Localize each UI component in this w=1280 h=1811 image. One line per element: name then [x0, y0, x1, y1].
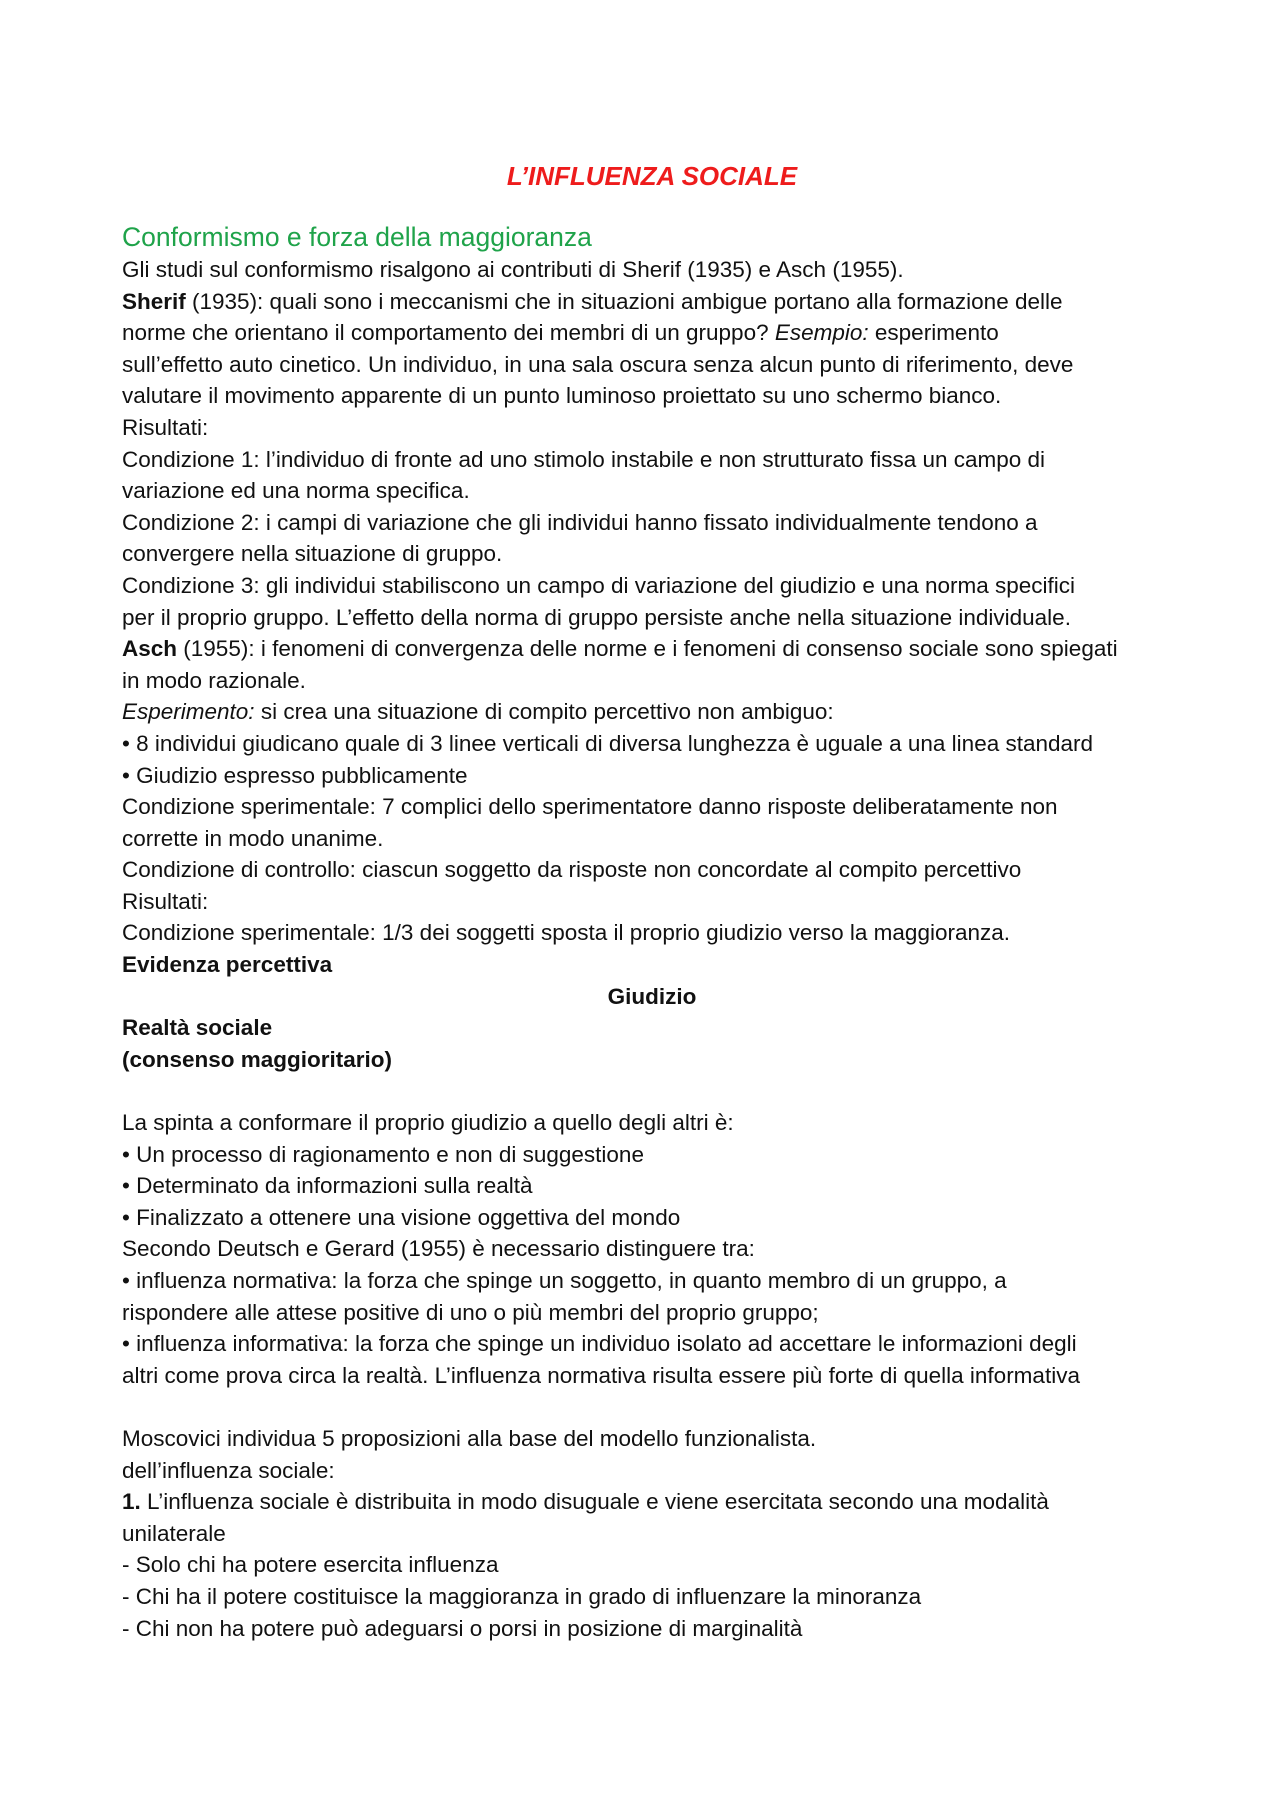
deutsch-normativa-2: rispondere alle attese positive di uno o più membri del proprio gruppo;: [122, 1299, 819, 1325]
esempio-label: Esempio:: [774, 320, 869, 346]
sherif-line-1: [122, 286, 1182, 318]
sherif-condizione-1b: variazione ed una norma specifica.: [122, 478, 470, 504]
diagram-realta: Realtà sociale: [122, 1015, 273, 1041]
sherif-risultati: Risultati:: [122, 414, 209, 440]
asch-text-1: (1955): i fenomeni di convergenza delle norme e i fenomeni di consenso sociale sono spiegati: [177, 636, 1118, 662]
document-title: L’INFLUENZA SOCIALE: [506, 161, 798, 191]
esperimento-text: si crea una situazione di compito percettivo non ambiguo:: [254, 699, 834, 725]
moscovici-proposition-1a: [122, 1486, 1182, 1518]
asch-condizione-sperimentale-2: corrette in modo unanime.: [122, 825, 384, 851]
sherif-line-2: [122, 317, 1182, 349]
moscovici-line-1: Moscovici individua 5 proposizioni alla base del modello funzionalista.: [122, 1425, 817, 1451]
spinta-bullet-1: • Un processo di ragionamento e non di suggestione: [122, 1141, 644, 1167]
proposition-number: 1.: [122, 1489, 141, 1515]
asch-bullet-1: • 8 individui giudicano quale di 3 linee verticali di diversa lunghezza è uguale a una linea standard: [122, 730, 1094, 756]
asch-esperimento: [122, 696, 1182, 728]
spinta-bullet-2: • Determinato da informazioni sulla realtà: [122, 1173, 533, 1199]
sherif-condizione-1a: Condizione 1: l’individuo di fronte ad uno stimolo instabile e non strutturato fissa un campo di: [122, 446, 1046, 472]
sherif-condizione-3a: Condizione 3: gli individui stabiliscono un campo di variazione del giudizio e una norma specifici: [122, 572, 1076, 598]
intro-paragraph: Gli studi sul conformismo risalgono ai contributi di Sherif (1935) e Asch (1955).: [122, 257, 904, 282]
moscovici-proposition-1b: unilaterale: [122, 1520, 226, 1546]
asch-bullet-2: • Giudizio espresso pubblicamente: [122, 762, 468, 788]
sherif-line-4: valutare il movimento apparente di un punto luminoso proiettato su uno schermo bianco.: [122, 383, 1002, 409]
moscovici-dash-1: - Solo chi ha potere esercita influenza: [122, 1552, 499, 1578]
asch-condizione-controllo: Condizione di controllo: ciascun soggetto da risposte non concordate al compito percettivo: [122, 857, 1022, 883]
sherif-line-3: sull’effetto auto cinetico. Un individuo, in una sala oscura senza alcun punto di riferimento, deve: [122, 351, 1074, 377]
deutsch-informativa-1: • influenza informativa: la forza che spinge un individuo isolato ad accettare le informazioni degli: [122, 1331, 1077, 1357]
deutsch-informativa-2: altri come prova circa la realtà. L’influenza normativa risulta essere più forte di quella informativa: [122, 1362, 1080, 1388]
deutsch-normativa-1: • influenza normativa: la forza che spinge un soggetto, in quanto membro di un gruppo, a: [122, 1268, 1007, 1293]
blank-line: [122, 1075, 1182, 1107]
moscovici-dash-2: - Chi ha il potere costituisce la maggioranza in grado di influenzare la minoranza: [122, 1583, 922, 1609]
asch-line-2: in modo razionale.: [122, 667, 306, 693]
asch-name: Asch: [122, 636, 178, 662]
asch-risultati: Risultati:: [122, 888, 209, 914]
diagram-giudizio: Giudizio: [607, 983, 697, 1009]
asch-line-1: [122, 633, 1182, 665]
asch-result: Condizione sperimentale: 1/3 dei soggetti sposta il proprio giudizio verso la maggioranza.: [122, 920, 1011, 946]
deutsch-intro: Secondo Deutsch e Gerard (1955) è necessario distinguere tra:: [122, 1236, 755, 1262]
sherif-text-2a: norme che orientano il comportamento dei membri di un gruppo?: [122, 320, 775, 346]
proposition-text: L’influenza sociale è distribuita in modo disuguale e viene esercitata secondo una modalità: [140, 1489, 1049, 1515]
sherif-text-2b: esperimento: [868, 320, 999, 346]
diagram-consenso: (consenso maggioritario): [122, 1046, 393, 1072]
sherif-condizione-3b: per il proprio gruppo. L’effetto della norma di gruppo persiste anche nella situazione individuale.: [122, 604, 1071, 630]
spinta-intro: La spinta a conformare il proprio giudizio a quello degli altri è:: [122, 1110, 734, 1136]
section-heading: Conformismo e forza della maggioranza: [122, 222, 592, 252]
sherif-condizione-2a: Condizione 2: i campi di variazione che gli individui hanno fissato individualmente tendono a: [122, 509, 1038, 535]
sherif-text-1: (1935): quali sono i meccanismi che in situazioni ambigue portano alla formazione delle: [185, 288, 1063, 314]
moscovici-line-2: dell’influenza sociale:: [122, 1457, 335, 1483]
diagram-evidenza: Evidenza percettiva: [122, 952, 333, 978]
spinta-bullet-3: • Finalizzato a ottenere una visione oggettiva del mondo: [122, 1204, 681, 1230]
blank-line: [122, 1391, 1182, 1423]
esperimento-label: Esperimento:: [122, 699, 255, 725]
sherif-condizione-2b: convergere nella situazione di gruppo.: [122, 541, 503, 567]
asch-condizione-sperimentale-1: Condizione sperimentale: 7 complici dello sperimentatore danno risposte deliberatamente non: [122, 794, 1058, 820]
moscovici-dash-3: - Chi non ha potere può adeguarsi o porsi in posizione di marginalità: [122, 1615, 803, 1641]
sherif-name: Sherif: [122, 288, 186, 314]
document-body: [122, 156, 1182, 1644]
